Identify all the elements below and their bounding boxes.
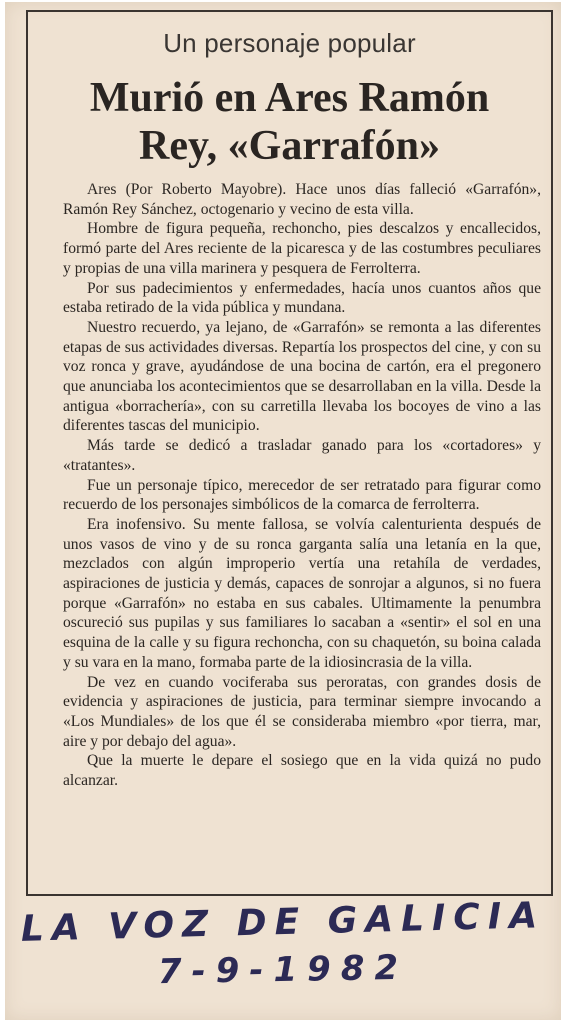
article-body	[63, 180, 541, 791]
article-headline	[28, 74, 551, 170]
article-paragraph: Era inofensivo. Su mente fallosa, se volvía calenturienta después de unos vasos de vino y de su ronca garganta salía una letanía en la que, mezclados con algún improperio vertía una retahíla de verdades, aspiraciones de justicia y demás, capaces de sonrojar a algunos, si no fuera porque «Garrafón» no estaba en sus cabales. Ultimamente la penumbra oscureció sus pupilas y sus familiares lo sacaban a «sentir» el sol en una esquina de la calle y su figura rechoncha, con su chaquetón, su boina calada y su vara en la mano, formaba parte de la idiosincrasia de la villa.	[63, 515, 541, 671]
article-paragraph: Más tarde se dedicó a trasladar ganado para los «cortadores» y «tratantes».	[63, 437, 541, 474]
article-paragraph: Nuestro recuerdo, ya lejano, de «Garrafón» se remonta a las diferentes etapas de sus actividades diversas. Repartía los prospectos del cine, y con su voz ronca y grave, ayudándose de una bocina de cartón, era el pregonero que anunciaba los acontecimientos que se desarrollaban en la villa. Desde la antigua «borrachería», con su carretilla llevaba los bocoyes de vino a las diferentes tascas del municipio.	[63, 318, 541, 435]
newspaper-clipping	[5, 2, 561, 1020]
headline-line-1: Murió en Ares Ramón	[89, 75, 490, 121]
handwritten-newspaper-name: LA VOZ DE GALICIA	[20, 895, 546, 950]
article-paragraph: Fue un personaje típico, merecedor de ser retratado para figurar como recuerdo de los personajes simbólicos de la comarca de ferrolterra.	[63, 476, 541, 514]
article-paragraph: Que la muerte le depare el sosiego que en la vida quizá no pudo alcanzar.	[63, 752, 541, 790]
handwritten-date: 7-9-1982	[157, 947, 409, 993]
article-paragraph: Ares (Por Roberto Mayobre). Hace unos días falleció «Garrafón», Ramón Rey Sánchez, octogenario y vecino de esta villa.	[63, 181, 541, 218]
article-kicker: Un personaje popular	[163, 28, 416, 58]
article-paragraph: Por sus padecimientos y enfermedades, hacía unos cuantos años que estaba retirado de la vida pública y mundana.	[63, 279, 541, 317]
article-paragraph: De vez en cuando vociferaba sus peroratas, con grandes dosis de evidencia y aspiraciones de justicia, para terminar siempre invocando a «Los Mundiales» de los que él se consideraba miembro «por tierra, mar, aire y por debajo del agua».	[63, 673, 541, 750]
article-paragraph: Hombre de figura pequeña, rechoncho, pies descalzos y encallecidos, formó parte del Ares reciente de la picaresca y de las costumbres peculiares y propias de una villa marinera y pesquera de Ferrolterra.	[63, 220, 541, 277]
headline-line-2: Rey, «Garrafón»	[139, 123, 440, 169]
